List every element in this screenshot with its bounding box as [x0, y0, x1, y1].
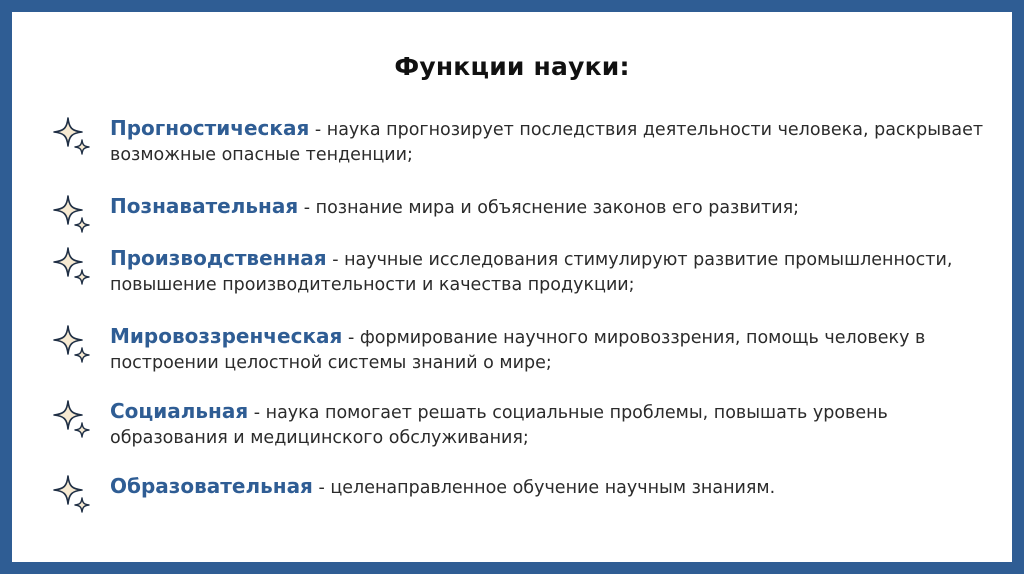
item-term: Производственная	[110, 246, 327, 270]
slide	[12, 12, 1012, 562]
item-description: - целенаправленное обучение научным знаниям.	[312, 478, 776, 498]
sparkle-star-icon	[50, 397, 94, 443]
item-term: Социальная	[110, 399, 249, 423]
item-text	[110, 246, 990, 298]
sparkle-star-icon	[50, 472, 94, 518]
item-text	[110, 116, 990, 168]
item-description: - познание мира и объяснение законов его развития;	[298, 198, 800, 218]
item-description: - формирование научного мировоззрения, помощь человеку в построении целостной системы знаний о мире;	[110, 328, 926, 373]
sparkle-star-icon	[50, 114, 94, 160]
item-term: Прогностическая	[110, 116, 310, 140]
item-description: - научные исследования стимулируют развитие промышленности, повышение производительности и качества продукции;	[110, 250, 953, 295]
item-term: Образовательная	[110, 474, 313, 498]
item-text	[110, 474, 990, 501]
item-term: Познавательная	[110, 194, 299, 218]
sparkle-star-icon	[50, 192, 94, 238]
item-text	[110, 399, 990, 451]
item-term: Мировоззренческая	[110, 324, 343, 348]
item-text	[110, 194, 990, 221]
item-text	[110, 324, 990, 376]
item-description: - наука прогнозирует последствия деятельности человека, раскрывает возможные опасные тенденции;	[110, 120, 984, 165]
sparkle-star-icon	[50, 244, 94, 290]
item-description: - наука помогает решать социальные проблемы, повышать уровень образования и медицинского обслуживания;	[110, 403, 888, 448]
slide-title: Функции науки:	[394, 52, 630, 81]
sparkle-star-icon	[50, 322, 94, 368]
